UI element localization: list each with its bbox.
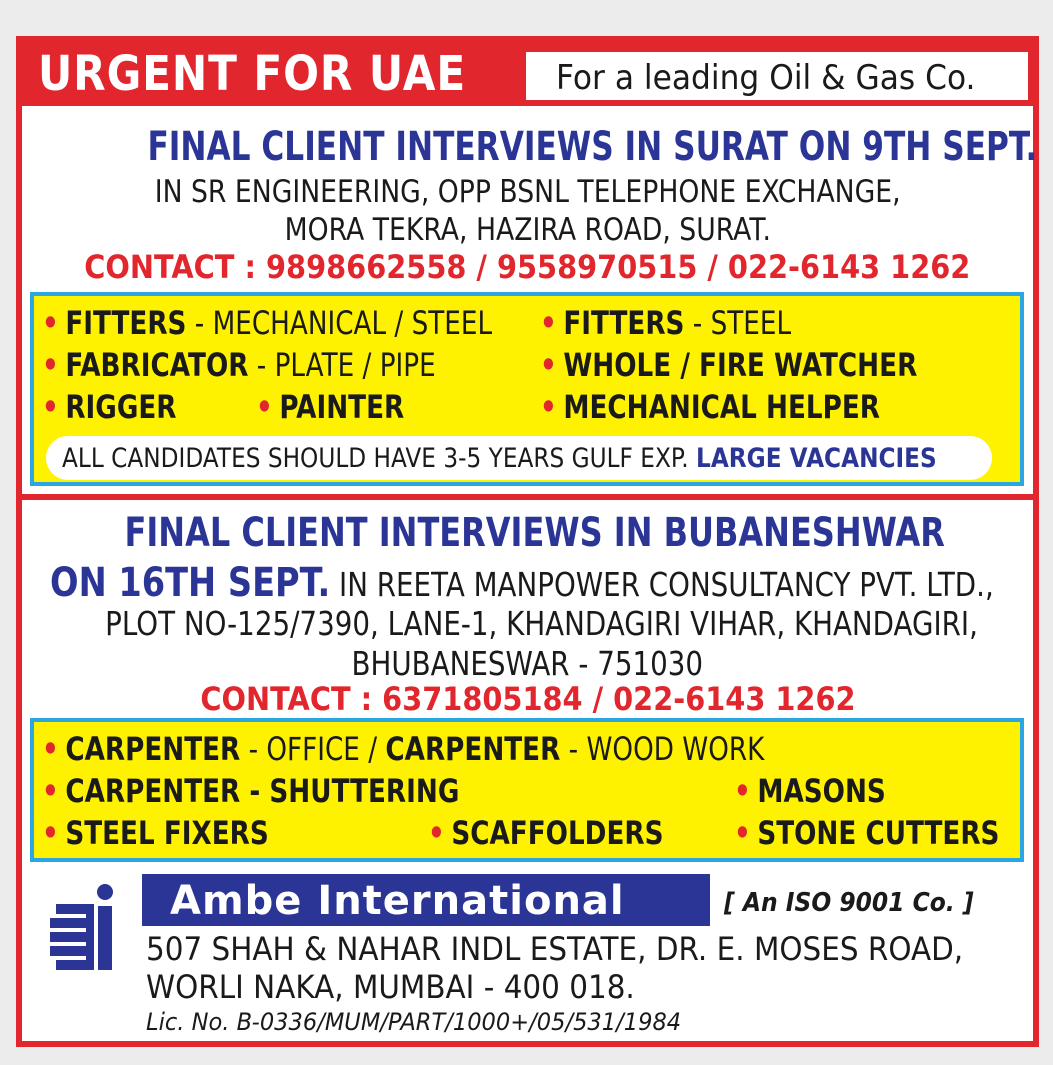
surat-jobs-box — [30, 292, 1024, 486]
bbsr-heading: FINAL CLIENT INTERVIEWS IN BUBANESHWAR — [124, 510, 945, 556]
job-carpenter-shuttering: • CARPENTER - SHUTTERING — [42, 772, 460, 810]
job-painter: • PAINTER — [256, 388, 405, 426]
job-steel-fixers: • STEEL FIXERS — [42, 814, 269, 852]
bbsr-date-row — [50, 560, 994, 606]
advertisement-frame — [16, 36, 1039, 1047]
surat-address-line1-row — [22, 174, 1033, 210]
company-name: Ambe International — [170, 878, 625, 924]
job-mechanical-helper: • MECHANICAL HELPER — [540, 388, 881, 426]
job-whole-fire-watcher: • WHOLE / FIRE WATCHER — [540, 346, 918, 384]
surat-address-line1: IN SR ENGINEERING, OPP BSNL TELEPHONE EXCHANGE, — [154, 174, 901, 210]
job-fabricator: • FABRICATOR - PLATE / PIPE — [42, 346, 436, 384]
leading-box — [526, 52, 1028, 100]
bbsr-date: ON 16TH SEPT. — [50, 560, 331, 606]
header-bar — [22, 42, 1033, 106]
surat-contact-row — [22, 248, 1033, 286]
job-stone-cutters: • STONE CUTTERS — [734, 814, 1000, 852]
bbsr-address-line2: PLOT NO-125/7390, LANE-1, KHANDAGIRI VIHAR, KHANDAGIRI, — [105, 604, 978, 643]
surat-contact: CONTACT : 9898662558 / 9558970515 / 022-6143 1262 — [84, 248, 971, 286]
bbsr-address-line2-row — [22, 604, 1033, 643]
surat-address-line2-row — [22, 212, 1033, 248]
large-vacancies: LARGE VACANCIES — [696, 443, 937, 474]
urgent-title: URGENT FOR UAE — [38, 46, 467, 102]
footer-address-line2: WORLI NAKA, MUMBAI - 400 018. — [146, 968, 635, 1006]
bbsr-address-line3-row — [22, 644, 1033, 683]
iso-badge: [ An ISO 9001 Co. ] — [724, 888, 974, 918]
bbsr-jobs-box — [30, 718, 1024, 862]
experience-note: ALL CANDIDATES SHOULD HAVE 3-5 YEARS GULF EXP. LARGE VACANCIES — [62, 443, 937, 474]
experience-note-pill — [46, 436, 992, 480]
job-fitters-mechanical: • FITTERS - MECHANICAL / STEEL — [42, 304, 493, 342]
bbsr-contact: CONTACT : 6371805184 / 022-6143 1262 — [199, 680, 856, 718]
license-number: Lic. No. B-0336/MUM/PART/1000+/05/531/1984 — [146, 1008, 682, 1036]
job-masons: • MASONS — [734, 772, 886, 810]
company-name-box — [142, 874, 710, 926]
bbsr-heading-row — [22, 510, 1033, 556]
job-carpenter-office-wood: • CARPENTER - OFFICE / CARPENTER - WOOD WORK — [42, 730, 765, 768]
bbsr-contact-row — [22, 680, 1033, 718]
job-fitters-steel: • FITTERS - STEEL — [540, 304, 792, 342]
ambe-logo-icon — [50, 882, 120, 977]
section-divider — [22, 494, 1033, 500]
job-rigger: • RIGGER — [42, 388, 177, 426]
surat-heading-line — [22, 124, 1038, 170]
bbsr-address-line3: BHUBANESWAR - 751030 — [351, 644, 704, 683]
surat-heading: FINAL CLIENT INTERVIEWS IN SURAT ON 9TH SEPT. — [147, 124, 1038, 170]
job-scaffolders: • SCAFFOLDERS — [428, 814, 664, 852]
leading-company-text: For a leading Oil & Gas Co. — [556, 58, 976, 98]
footer-address-line1: 507 SHAH & NAHAR INDL ESTATE, DR. E. MOSES ROAD, — [146, 930, 964, 968]
surat-address-line2: MORA TEKRA, HAZIRA ROAD, SURAT. — [284, 212, 771, 248]
bbsr-address-line1: IN REETA MANPOWER CONSULTANCY PVT. LTD., — [330, 565, 994, 604]
